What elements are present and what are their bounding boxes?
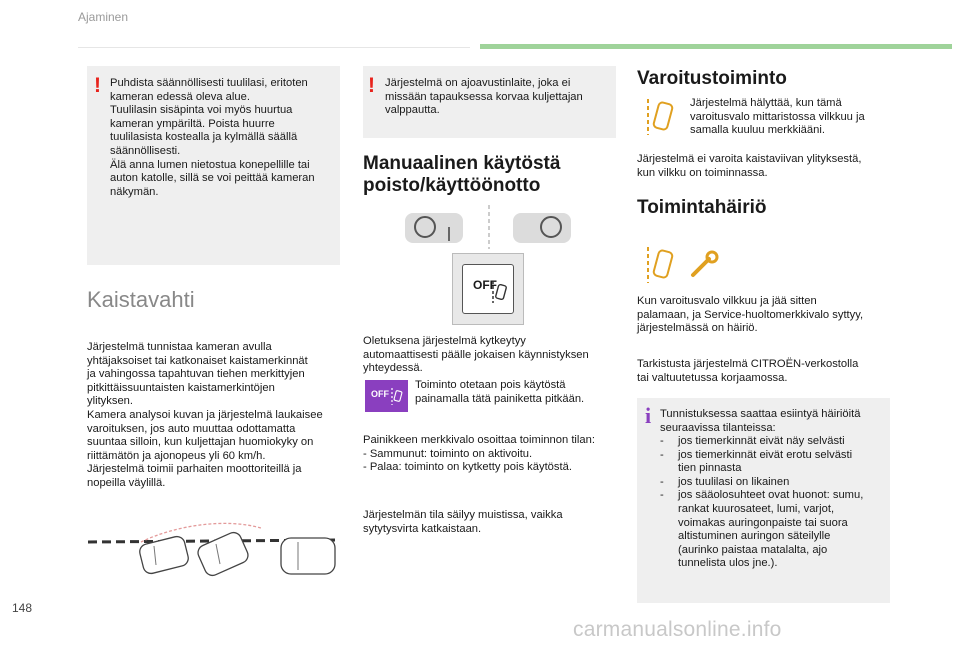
lane-warning-lamp-icon xyxy=(645,97,677,137)
body-default-on: Oletuksena järjestelmä kytkeytyy automaattisesti päälle jokaisen käynnistyksen yhteydessä. xyxy=(363,335,589,375)
lane-departure-illustration xyxy=(86,520,342,585)
warning-icon: ! xyxy=(94,74,101,97)
body-check-network: Tarkistusta järjestelmä CITROËN-verkostolla tai valtuutetussa korjaamossa. xyxy=(637,358,859,384)
header-accent-bar xyxy=(480,44,952,49)
watermark: carmanualsonline.info xyxy=(573,618,782,641)
steering-wheel-illustration xyxy=(405,205,575,253)
warning-icon: ! xyxy=(368,74,375,97)
heading-toimintahairio: Toimintahäiriö xyxy=(637,197,767,218)
section-title: Ajaminen xyxy=(78,10,129,24)
body-indicator-states: Painikkeen merkkivalo osoittaa toiminnon tilan: - Sammunut: toiminto on aktivoitu. - Palaa: toiminto on kytketty pois käytöstä. xyxy=(363,434,595,474)
list-item: - jos tuulilasi on likainen xyxy=(660,475,790,488)
heading-kaistavahti: Kaistavahti xyxy=(87,287,195,312)
info-icon: i xyxy=(645,403,652,428)
off-button-thumbnail xyxy=(365,380,408,412)
body-kaistavahti: Järjestelmä tunnistaa kameran avulla yhtäjaksoiset tai katkonaiset kaistamerkinnät ja vahingossa tapahtuvan tiehen merkittyjen pitkittäissuuntaisten kaistamerkintöjen ylityksen. Kamera analysoi kuvan ja järjestelmä laukaisee varoituksen, jos auto muuttaa odottamatta suuntaa silloin, kun kuljettajan huomiokyky on riittämätön ja ajonopeus yli 60 km/h. Järjestelmä toimii parhaiten moottoriteillä ja nopeilla väylillä. xyxy=(87,341,323,489)
lane-car-icon xyxy=(491,279,507,305)
off-button-label: OFF xyxy=(473,278,497,292)
body-memory: Järjestelmän tila säilyy muistissa, vaikka sytytysvirta katkaistaan. xyxy=(363,509,563,535)
lane-off-button[interactable] xyxy=(462,264,514,314)
body-no-warning-indicator: Järjestelmä ei varoita kaistaviivan ylityksestä, kun vilkku on toiminnassa. xyxy=(637,153,862,179)
page-number: 148 xyxy=(12,601,33,615)
fault-lamps-icon xyxy=(645,245,725,285)
info-text-intro: Tunnistuksessa saattaa esiintyä häiriöitä seuraavissa tilanteissa: xyxy=(660,408,861,434)
body-warning-lamp: Järjestelmä hälyttää, kun tämä varoitusvalo mittaristossa vilkkuu ja samalla kuuluu merkkiääni. xyxy=(690,97,865,137)
list-item: - jos tiemerkinnät eivät näy selvästi xyxy=(660,435,845,447)
info-list xyxy=(660,435,888,571)
warning-text-assist: Järjestelmä on ajoavustinlaite, joka ei missään tapauksessa korvaa kuljettajan valppautta. xyxy=(385,77,583,117)
thumbnail-lane-icon xyxy=(391,387,403,406)
warning-text-camera: Puhdista säännöllisesti tuulilasi, eritoten kameran edessä oleva alue. Tuulilasin sisäpinta voi myös huurtua kameran ympäriltä. Poista huurre tuulilasista kostealla ja kylmällä säällä säännöllisesti. Älä anna lumen nietostua konepellille tai auton katolle, sillä se voi peittää kameran näkymän. xyxy=(110,77,315,198)
off-button-panel xyxy=(452,253,524,325)
header-divider xyxy=(78,47,470,48)
thumbnail-off-label: OFF xyxy=(371,389,389,399)
list-item: - jos tiemerkinnät eivät erotu selvästi tien pinnasta xyxy=(660,448,853,475)
body-long-press: Toiminto otetaan pois käytöstä painamalla tätä painiketta pitkään. xyxy=(415,379,585,405)
body-fault: Kun varoitusvalo vilkkuu ja jää sitten palamaan, ja Service-huoltomerkkivalo syttyy, järjestelmässä on häiriö. xyxy=(637,295,864,335)
heading-varoitustoiminto: Varoitustoiminto xyxy=(637,68,787,89)
list-item: - jos sääolosuhteet ovat huonot: sumu, rankat kuurosateet, lumi, varjot, voimakas auringonpaiste tai suora altistuminen auringon säteilylle (aurinko paistaa matalalta, ajo tunnelista ulos jne.). xyxy=(660,489,864,570)
heading-manual: Manuaalinen käytöstä poisto/käyttöönotto xyxy=(363,153,561,196)
